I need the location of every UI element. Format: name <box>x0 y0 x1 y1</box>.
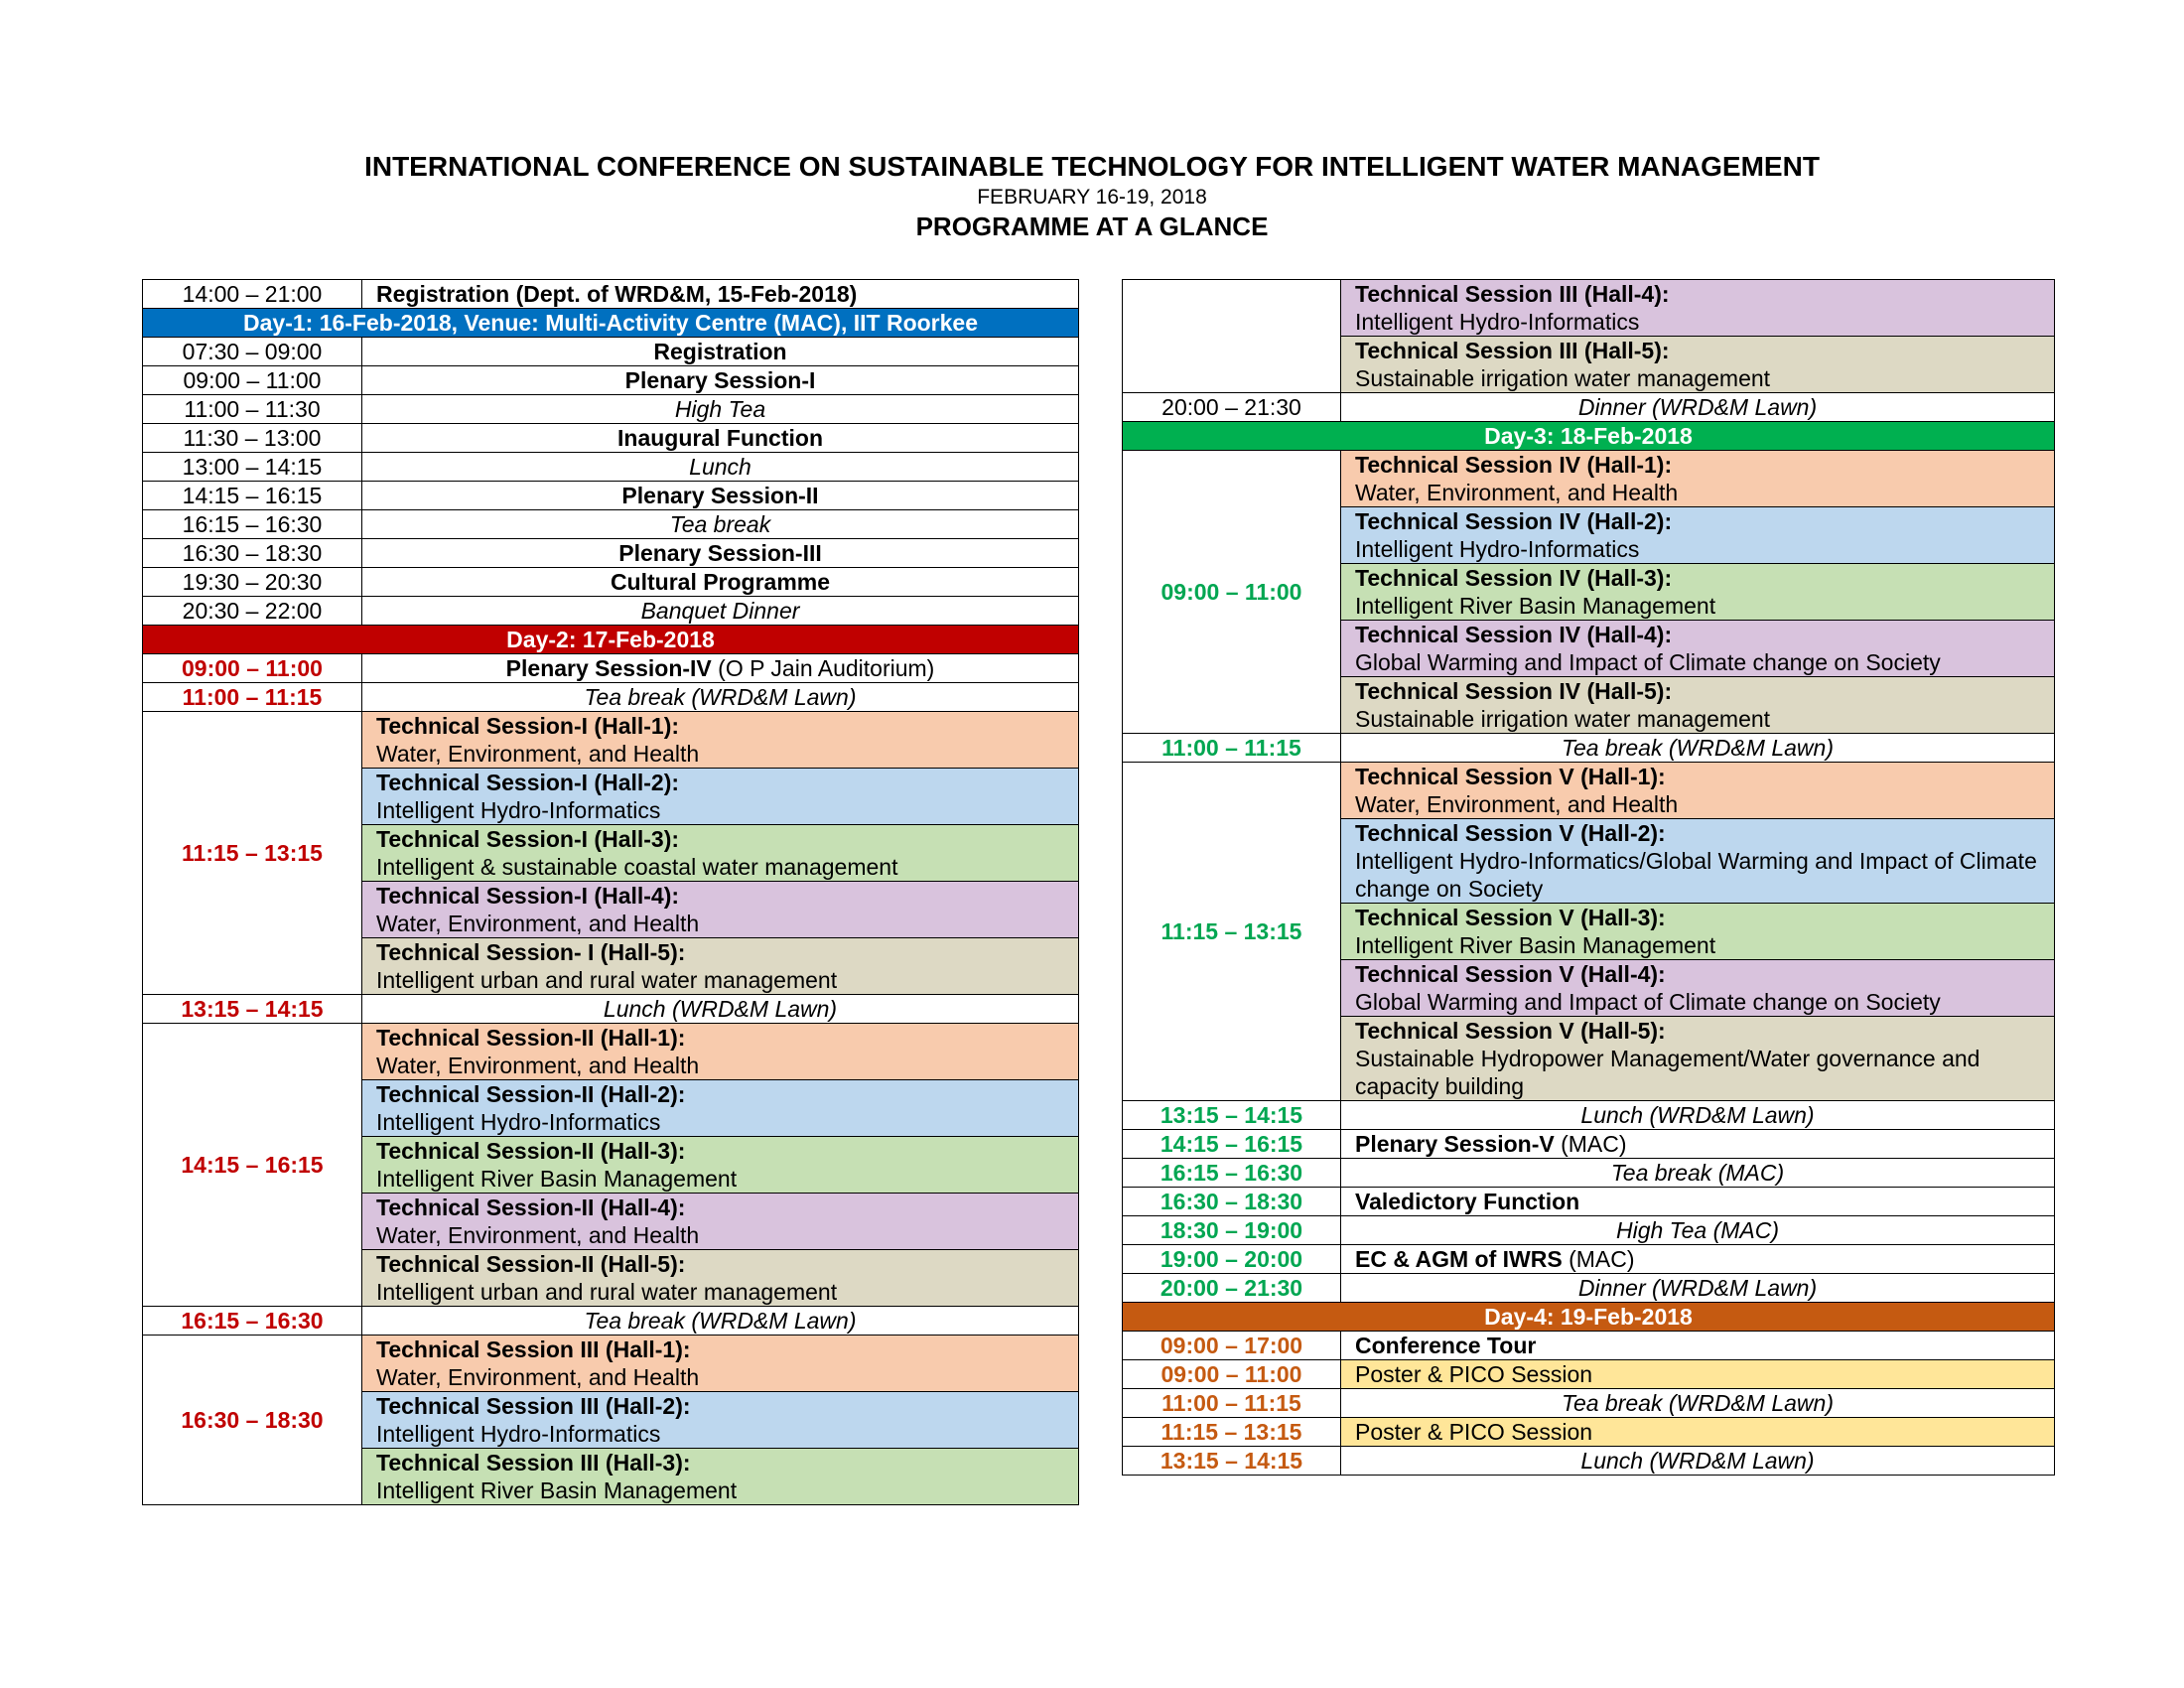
day4-banner: Day-4: 19-Feb-2018 <box>1123 1303 2055 1332</box>
session-topic: Water, Environment, and Health <box>376 911 700 936</box>
event-title: Plenary Session-IV <box>505 655 712 681</box>
session-name: Technical Session III (Hall-2): <box>376 1393 691 1419</box>
event-cell: Poster & PICO Session <box>1341 1418 2055 1447</box>
table-row <box>143 568 1079 597</box>
table-row <box>1123 1216 2055 1245</box>
event-cell: Tea break (WRD&M Lawn) <box>362 683 1079 712</box>
table-row <box>1123 1188 2055 1216</box>
event-title: Plenary Session-V <box>1355 1131 1555 1157</box>
session-cell <box>1341 960 2055 1017</box>
time-cell: 11:30 – 13:00 <box>143 424 362 453</box>
session-row <box>143 1336 1079 1392</box>
session-topic: Intelligent River Basin Management <box>1355 593 1716 619</box>
event-cell: Poster & PICO Session <box>1341 1360 2055 1389</box>
table-row <box>1123 1101 2055 1130</box>
session-cell <box>1341 451 2055 507</box>
session-topic: Global Warming and Impact of Climate change on Society <box>1355 649 1941 675</box>
time-cell: 11:15 – 13:15 <box>1123 763 1341 1101</box>
event-cell <box>1341 1245 2055 1274</box>
table-row <box>1123 1245 2055 1274</box>
session-topic: Intelligent Hydro-Informatics/Global Warming and Impact of Climate change on Society <box>1355 848 2037 902</box>
time-cell: 14:15 – 16:15 <box>143 482 362 510</box>
day2-banner: Day-2: 17-Feb-2018 <box>143 626 1079 654</box>
session-name: Technical Session IV (Hall-3): <box>1355 565 1673 591</box>
session-cell <box>362 712 1079 769</box>
event-cell: High Tea (MAC) <box>1341 1216 2055 1245</box>
session-cell <box>1341 337 2055 393</box>
time-cell: 09:00 – 11:00 <box>143 654 362 683</box>
session-cell <box>1341 280 2055 337</box>
session-topic: Intelligent Hydro-Informatics <box>1355 536 1640 562</box>
time-cell: 09:00 – 11:00 <box>1123 1360 1341 1389</box>
session-cell <box>1341 763 2055 819</box>
table-row <box>1123 1447 2055 1476</box>
time-cell: 16:15 – 16:30 <box>143 510 362 539</box>
session-row <box>1123 280 2055 337</box>
event-cell: Plenary Session-I <box>362 366 1079 395</box>
table-row <box>1123 1389 2055 1418</box>
conference-dates: FEBRUARY 16-19, 2018 <box>977 186 1207 209</box>
session-cell <box>362 882 1079 938</box>
event-cell: Dinner (WRD&M Lawn) <box>1341 393 2055 422</box>
time-cell: 19:00 – 20:00 <box>1123 1245 1341 1274</box>
table-row <box>143 366 1079 395</box>
session-cell <box>1341 507 2055 564</box>
time-cell: 13:15 – 14:15 <box>1123 1101 1341 1130</box>
event-cell: Tea break (MAC) <box>1341 1159 2055 1188</box>
session-cell <box>362 769 1079 825</box>
session-name: Technical Session V (Hall-5): <box>1355 1018 1666 1044</box>
time-cell: 11:00 – 11:15 <box>1123 734 1341 763</box>
session-topic: Intelligent River Basin Management <box>376 1166 738 1192</box>
session-topic: Water, Environment, and Health <box>1355 480 1679 505</box>
time-cell: 20:00 – 21:30 <box>1123 1274 1341 1303</box>
event-cell: Dinner (WRD&M Lawn) <box>1341 1274 2055 1303</box>
session-name: Technical Session V (Hall-2): <box>1355 820 1666 846</box>
table-row <box>1123 1332 2055 1360</box>
time-cell: 11:00 – 11:15 <box>143 683 362 712</box>
day2-banner-row <box>143 626 1079 654</box>
session-topic: Intelligent Hydro-Informatics <box>376 797 661 823</box>
time-cell: 13:00 – 14:15 <box>143 453 362 482</box>
table-row <box>143 453 1079 482</box>
session-topic: Sustainable irrigation water management <box>1355 365 1771 391</box>
event-cell <box>1341 1130 2055 1159</box>
pre-registration-row <box>143 280 1079 309</box>
event-venue: (MAC) <box>1569 1246 1635 1272</box>
table-row <box>1123 1360 2055 1389</box>
day1-banner: Day-1: 16-Feb-2018, Venue: Multi-Activity Centre (MAC), IIT Roorkee <box>143 309 1079 338</box>
event-cell: Tea break (WRD&M Lawn) <box>362 1307 1079 1336</box>
session-topic: Intelligent River Basin Management <box>376 1477 738 1503</box>
session-topic: Intelligent urban and rural water management <box>376 1279 838 1305</box>
table-row <box>1123 1130 2055 1159</box>
session-row <box>1123 763 2055 819</box>
session-row <box>1123 451 2055 507</box>
session-topic: Water, Environment, and Health <box>376 741 700 767</box>
session-name: Technical Session V (Hall-1): <box>1355 764 1666 789</box>
day3-banner: Day-3: 18-Feb-2018 <box>1123 422 2055 451</box>
time-cell <box>1123 280 1341 393</box>
table-row <box>1123 734 2055 763</box>
time-cell: 07:30 – 09:00 <box>143 338 362 366</box>
event-cell: Valedictory Function <box>1341 1188 2055 1216</box>
table-row <box>143 482 1079 510</box>
session-name: Technical Session-I (Hall-3): <box>376 826 680 852</box>
event-cell: Plenary Session-II <box>362 482 1079 510</box>
session-name: Technical Session-I (Hall-1): <box>376 713 680 739</box>
session-topic: Intelligent urban and rural water management <box>376 967 838 993</box>
session-name: Technical Session-II (Hall-3): <box>376 1138 686 1164</box>
session-name: Technical Session III (Hall-5): <box>1355 338 1670 363</box>
time-cell: 11:15 – 13:15 <box>1123 1418 1341 1447</box>
session-name: Technical Session III (Hall-1): <box>376 1336 691 1362</box>
session-cell <box>1341 621 2055 677</box>
event-cell: Banquet Dinner <box>362 597 1079 626</box>
programme-subtitle: PROGRAMME AT A GLANCE <box>915 211 1269 241</box>
session-name: Technical Session-II (Hall-2): <box>376 1081 686 1107</box>
session-topic: Water, Environment, and Health <box>1355 791 1679 817</box>
session-cell <box>1341 677 2055 734</box>
table-row <box>143 597 1079 626</box>
event-cell: Lunch (WRD&M Lawn) <box>1341 1447 2055 1476</box>
table-row <box>143 510 1079 539</box>
event-cell: Plenary Session-III <box>362 539 1079 568</box>
session-topic: Intelligent & sustainable coastal water management <box>376 854 898 880</box>
table-row <box>143 683 1079 712</box>
session-name: Technical Session-II (Hall-1): <box>376 1025 686 1051</box>
time-cell: 18:30 – 19:00 <box>1123 1216 1341 1245</box>
session-cell <box>362 1024 1079 1080</box>
event-venue: (O P Jain Auditorium) <box>718 655 935 681</box>
event-cell: Conference Tour <box>1341 1332 2055 1360</box>
session-name: Technical Session- I (Hall-5): <box>376 939 686 965</box>
session-name: Technical Session III (Hall-3): <box>376 1450 691 1476</box>
session-topic: Intelligent Hydro-Informatics <box>1355 309 1640 335</box>
time-cell: 14:00 – 21:00 <box>143 280 362 309</box>
table-row <box>143 1307 1079 1336</box>
time-cell: 09:00 – 11:00 <box>143 366 362 395</box>
time-cell: 16:15 – 16:30 <box>143 1307 362 1336</box>
session-topic: Intelligent Hydro-Informatics <box>376 1109 661 1135</box>
time-cell: 20:00 – 21:30 <box>1123 393 1341 422</box>
table-row <box>143 424 1079 453</box>
session-row <box>143 712 1079 769</box>
session-cell <box>1341 904 2055 960</box>
left-schedule-table <box>142 279 1079 1505</box>
session-name: Technical Session III (Hall-4): <box>1355 281 1670 307</box>
time-cell: 16:30 – 18:30 <box>1123 1188 1341 1216</box>
time-cell: 11:00 – 11:30 <box>143 395 362 424</box>
session-cell <box>362 1194 1079 1250</box>
time-cell: 14:15 – 16:15 <box>143 1024 362 1307</box>
table-row <box>143 338 1079 366</box>
session-name: Technical Session IV (Hall-5): <box>1355 678 1673 704</box>
event-cell <box>362 654 1079 683</box>
conference-title: INTERNATIONAL CONFERENCE ON SUSTAINABLE TECHNOLOGY FOR INTELLIGENT WATER MANAGEMENT <box>364 151 1820 182</box>
event-cell: Tea break (WRD&M Lawn) <box>1341 734 2055 763</box>
session-name: Technical Session-II (Hall-4): <box>376 1195 686 1220</box>
session-name: Technical Session-II (Hall-5): <box>376 1251 686 1277</box>
event-cell: Cultural Programme <box>362 568 1079 597</box>
session-cell <box>362 1392 1079 1449</box>
event-cell: High Tea <box>362 395 1079 424</box>
session-topic: Intelligent Hydro-Informatics <box>376 1421 661 1447</box>
time-cell: 09:00 – 17:00 <box>1123 1332 1341 1360</box>
time-cell: 16:15 – 16:30 <box>1123 1159 1341 1188</box>
table-row <box>143 654 1079 683</box>
right-schedule-table <box>1122 279 2055 1476</box>
session-topic: Water, Environment, and Health <box>376 1364 700 1390</box>
page-header <box>0 149 2184 242</box>
event-cell: Registration (Dept. of WRD&M, 15-Feb-2018) <box>362 280 1079 309</box>
session-cell <box>362 1250 1079 1307</box>
session-name: Technical Session IV (Hall-1): <box>1355 452 1673 478</box>
session-topic: Sustainable Hydropower Management/Water governance and capacity building <box>1355 1046 1980 1099</box>
time-cell: 16:30 – 18:30 <box>143 1336 362 1505</box>
table-row <box>143 395 1079 424</box>
session-name: Technical Session IV (Hall-2): <box>1355 508 1673 534</box>
event-cell: Inaugural Function <box>362 424 1079 453</box>
event-venue: (MAC) <box>1561 1131 1627 1157</box>
time-cell: 11:00 – 11:15 <box>1123 1389 1341 1418</box>
session-cell <box>362 1336 1079 1392</box>
time-cell: 11:15 – 13:15 <box>143 712 362 995</box>
session-cell <box>362 1080 1079 1137</box>
table-row <box>143 995 1079 1024</box>
session-cell <box>1341 1017 2055 1101</box>
session-cell <box>362 825 1079 882</box>
session-cell <box>362 938 1079 995</box>
table-row <box>1123 393 2055 422</box>
session-name: Technical Session-I (Hall-2): <box>376 770 680 795</box>
table-row <box>1123 1274 2055 1303</box>
session-cell <box>362 1449 1079 1505</box>
session-topic: Sustainable irrigation water management <box>1355 706 1771 732</box>
time-cell: 09:00 – 11:00 <box>1123 451 1341 734</box>
session-name: Technical Session V (Hall-4): <box>1355 961 1666 987</box>
session-row <box>143 1024 1079 1080</box>
session-cell <box>1341 819 2055 904</box>
time-cell: 16:30 – 18:30 <box>143 539 362 568</box>
day1-banner-row <box>143 309 1079 338</box>
table-row <box>143 539 1079 568</box>
event-cell: Lunch (WRD&M Lawn) <box>1341 1101 2055 1130</box>
session-name: Technical Session-I (Hall-4): <box>376 883 680 909</box>
table-row <box>1123 1418 2055 1447</box>
session-topic: Global Warming and Impact of Climate change on Society <box>1355 989 1941 1015</box>
day3-banner-row <box>1123 422 2055 451</box>
session-cell <box>362 1137 1079 1194</box>
event-cell: Lunch <box>362 453 1079 482</box>
event-cell: Registration <box>362 338 1079 366</box>
time-cell: 13:15 – 14:15 <box>1123 1447 1341 1476</box>
session-topic: Intelligent River Basin Management <box>1355 932 1716 958</box>
event-cell: Lunch (WRD&M Lawn) <box>362 995 1079 1024</box>
session-name: Technical Session V (Hall-3): <box>1355 905 1666 930</box>
session-topic: Water, Environment, and Health <box>376 1222 700 1248</box>
table-row <box>1123 1159 2055 1188</box>
time-cell: 14:15 – 16:15 <box>1123 1130 1341 1159</box>
session-topic: Water, Environment, and Health <box>376 1053 700 1078</box>
time-cell: 20:30 – 22:00 <box>143 597 362 626</box>
session-name: Technical Session IV (Hall-4): <box>1355 622 1673 647</box>
time-cell: 13:15 – 14:15 <box>143 995 362 1024</box>
event-title: EC & AGM of IWRS <box>1355 1246 1563 1272</box>
day4-banner-row <box>1123 1303 2055 1332</box>
time-cell: 19:30 – 20:30 <box>143 568 362 597</box>
event-cell: Tea break (WRD&M Lawn) <box>1341 1389 2055 1418</box>
event-cell: Tea break <box>362 510 1079 539</box>
session-cell <box>1341 564 2055 621</box>
